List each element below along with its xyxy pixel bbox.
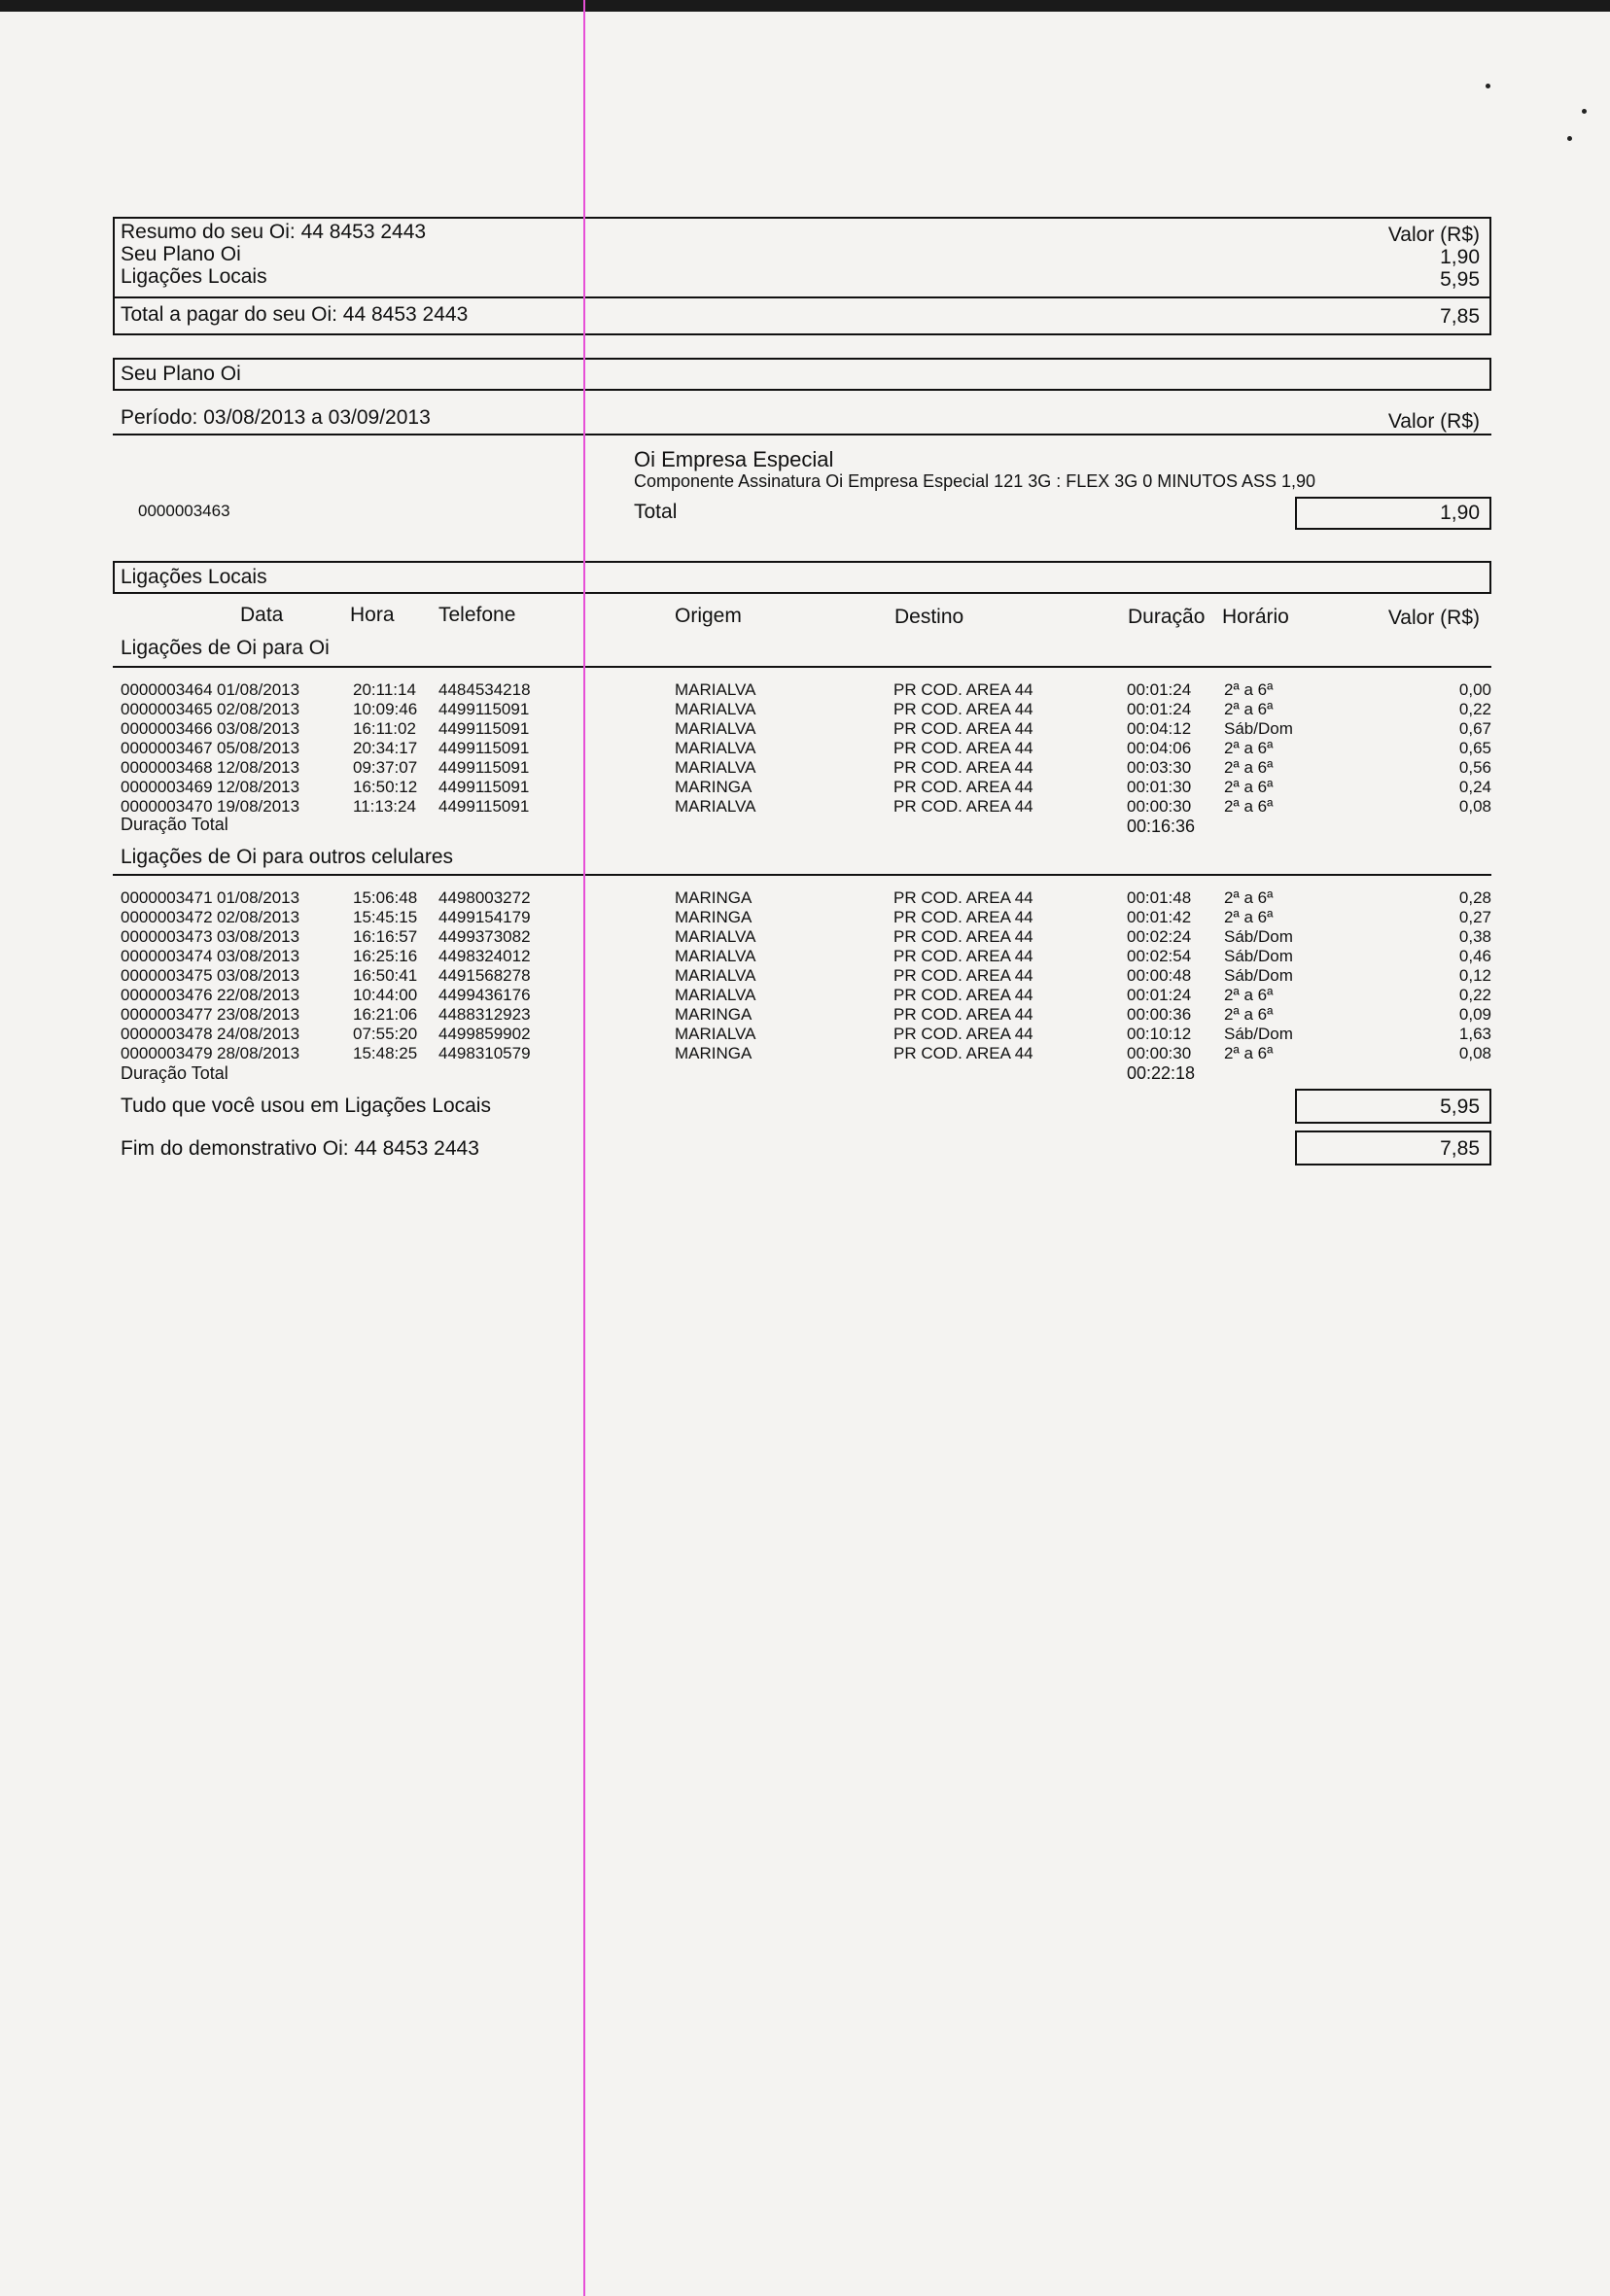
summary-title: Resumo do seu Oi: 44 8453 2443 <box>121 221 427 243</box>
cell-data: 01/08/2013 <box>217 888 300 907</box>
cell-orig: MARIALVA <box>675 700 756 718</box>
cell-orig: MARINGA <box>675 908 752 926</box>
cell-data: 23/08/2013 <box>217 1005 300 1024</box>
cell-id: 0000003467 <box>121 739 213 757</box>
cell-id: 0000003473 <box>121 927 213 946</box>
cell-dest: PR COD. AREA 44 <box>893 739 1033 757</box>
cell-data: 22/08/2013 <box>217 986 300 1004</box>
cell-valor: 0,27 <box>1458 908 1491 926</box>
cell-id: 0000003477 <box>121 1005 213 1024</box>
cell-orig: MARIALVA <box>675 947 756 965</box>
cell-hor: 2ª a 6ª <box>1224 797 1274 816</box>
cell-hora: 16:50:41 <box>353 966 418 985</box>
cell-valor: 0,46 <box>1458 947 1491 965</box>
cell-hora: 11:13:24 <box>353 797 416 816</box>
cell-dur: 00:04:06 <box>1127 739 1192 757</box>
end-total-value: 7,85 <box>1440 1137 1480 1160</box>
cell-dest: PR COD. AREA 44 <box>893 947 1033 965</box>
cell-orig: MARIALVA <box>675 927 756 946</box>
cell-orig: MARINGA <box>675 888 752 907</box>
cell-hora: 10:44:00 <box>353 986 418 1004</box>
cell-valor: 0,09 <box>1458 1005 1491 1024</box>
cell-hor: 2ª a 6ª <box>1224 680 1274 699</box>
cell-tel: 4499115091 <box>438 758 530 777</box>
table-row <box>121 1044 1491 1063</box>
cell-tel: 4499115091 <box>438 719 530 738</box>
cell-hora: 16:25:16 <box>353 947 418 965</box>
table-row <box>121 947 1491 966</box>
cell-hor: 2ª a 6ª <box>1224 700 1274 718</box>
cell-valor: 0,08 <box>1458 1044 1491 1062</box>
cell-tel: 4498324012 <box>438 947 531 965</box>
cell-dest: PR COD. AREA 44 <box>893 888 1033 907</box>
summary-item-label: Seu Plano Oi <box>121 243 241 265</box>
col-header-duracao: Duração <box>1128 606 1206 628</box>
col-header-destino: Destino <box>894 606 964 628</box>
table-row <box>121 986 1491 1005</box>
cell-id: 0000003464 <box>121 680 213 699</box>
cell-hora: 07:55:20 <box>353 1025 418 1043</box>
cell-hora: 16:50:12 <box>353 778 418 796</box>
cell-tel: 4499115091 <box>438 739 530 757</box>
cell-valor: 0,28 <box>1458 888 1491 907</box>
cell-tel: 4499373082 <box>438 927 531 946</box>
summary-item-value: 1,90 <box>1440 246 1480 268</box>
col-header-hora: Hora <box>350 604 395 626</box>
cell-hor: 2ª a 6ª <box>1224 778 1274 796</box>
scan-speck <box>1567 136 1572 141</box>
cell-orig: MARINGA <box>675 1044 752 1062</box>
local-used-label: Tudo que você usou em Ligações Locais <box>121 1095 491 1117</box>
cell-id: 0000003468 <box>121 758 213 777</box>
cell-dest: PR COD. AREA 44 <box>893 1025 1033 1043</box>
cell-hor: Sáb/Dom <box>1224 927 1293 946</box>
cell-dest: PR COD. AREA 44 <box>893 986 1033 1004</box>
cell-data: 02/08/2013 <box>217 700 300 718</box>
divider <box>113 434 1491 435</box>
cell-dest: PR COD. AREA 44 <box>893 778 1033 796</box>
margin-line <box>583 0 585 2296</box>
cell-valor: 0,38 <box>1458 927 1491 946</box>
cell-dest: PR COD. AREA 44 <box>893 1044 1033 1062</box>
cell-dur: 00:01:24 <box>1127 700 1192 718</box>
cell-dest: PR COD. AREA 44 <box>893 719 1033 738</box>
local-section-title: Ligações Locais <box>121 566 267 588</box>
cell-id: 0000003479 <box>121 1044 213 1062</box>
cell-id: 0000003474 <box>121 947 213 965</box>
local-section-header <box>113 561 1491 594</box>
cell-tel: 4484534218 <box>438 680 531 699</box>
cell-dur: 00:02:24 <box>1127 927 1192 946</box>
cell-valor: 1,63 <box>1458 1025 1491 1043</box>
cell-tel: 4499859902 <box>438 1025 531 1043</box>
cell-orig: MARIALVA <box>675 1025 756 1043</box>
cell-data: 28/08/2013 <box>217 1044 300 1062</box>
cell-id: 0000003472 <box>121 908 213 926</box>
cell-dest: PR COD. AREA 44 <box>893 1005 1033 1024</box>
cell-dur: 00:01:24 <box>1127 680 1192 699</box>
cell-data: 19/08/2013 <box>217 797 300 816</box>
local-used-value: 5,95 <box>1440 1096 1480 1118</box>
cell-dest: PR COD. AREA 44 <box>893 908 1033 926</box>
plan-id: 0000003463 <box>138 502 230 520</box>
cell-data: 12/08/2013 <box>217 758 300 777</box>
cell-dest: PR COD. AREA 44 <box>893 758 1033 777</box>
summary-item-label: Ligações Locais <box>121 265 267 288</box>
cell-hor: 2ª a 6ª <box>1224 1044 1274 1062</box>
cell-dur: 00:02:54 <box>1127 947 1192 965</box>
cell-tel: 4499154179 <box>438 908 531 926</box>
table-row <box>121 680 1491 700</box>
cell-valor: 0,22 <box>1458 986 1491 1004</box>
cell-valor: 0,12 <box>1458 966 1491 985</box>
cell-id: 0000003466 <box>121 719 213 738</box>
divider <box>113 874 1491 876</box>
cell-tel: 4499115091 <box>438 700 530 718</box>
cell-hor: 2ª a 6ª <box>1224 1005 1274 1024</box>
table-row <box>121 778 1491 797</box>
cell-dest: PR COD. AREA 44 <box>893 680 1033 699</box>
cell-tel: 4498310579 <box>438 1044 531 1062</box>
cell-valor: 0,00 <box>1458 680 1491 699</box>
cell-dur: 00:00:48 <box>1127 966 1192 985</box>
col-header-origem: Origem <box>675 605 742 627</box>
cell-valor: 0,22 <box>1458 700 1491 718</box>
cell-data: 05/08/2013 <box>217 739 300 757</box>
cell-orig: MARIALVA <box>675 797 756 816</box>
cell-dur: 00:01:42 <box>1127 908 1192 926</box>
plan-period: Período: 03/08/2013 a 03/09/2013 <box>121 406 431 429</box>
col-header-valor: Valor (R$) <box>1387 607 1480 629</box>
group-total-duration: 00:22:18 <box>1127 1063 1196 1083</box>
table-row <box>121 1025 1491 1044</box>
table-row <box>121 700 1491 719</box>
divider <box>113 666 1491 668</box>
group-total-label: Duração Total <box>121 1063 228 1083</box>
cell-id: 0000003470 <box>121 797 213 816</box>
scan-speck <box>1486 84 1490 88</box>
cell-data: 24/08/2013 <box>217 1025 300 1043</box>
table-row <box>121 739 1491 758</box>
summary-item-value: 5,95 <box>1440 268 1480 291</box>
cell-orig: MARIALVA <box>675 680 756 699</box>
end-label: Fim do demonstrativo Oi: 44 8453 2443 <box>121 1137 479 1160</box>
plan-section-header <box>113 358 1491 391</box>
cell-orig: MARIALVA <box>675 966 756 985</box>
plan-valor-header: Valor (R$) <box>1387 410 1480 433</box>
cell-dur: 00:01:48 <box>1127 888 1192 907</box>
cell-data: 03/08/2013 <box>217 947 300 965</box>
cell-id: 0000003478 <box>121 1025 213 1043</box>
cell-tel: 4499436176 <box>438 986 531 1004</box>
cell-tel: 4491568278 <box>438 966 531 985</box>
cell-tel: 4499115091 <box>438 778 530 796</box>
cell-tel: 4499115091 <box>438 797 530 816</box>
cell-hor: 2ª a 6ª <box>1224 908 1274 926</box>
cell-dest: PR COD. AREA 44 <box>893 797 1033 816</box>
cell-id: 0000003475 <box>121 966 213 985</box>
cell-dest: PR COD. AREA 44 <box>893 927 1033 946</box>
cell-dest: PR COD. AREA 44 <box>893 700 1033 718</box>
cell-id: 0000003471 <box>121 888 213 907</box>
cell-dest: PR COD. AREA 44 <box>893 966 1033 985</box>
cell-hora: 15:06:48 <box>353 888 418 907</box>
cell-data: 01/08/2013 <box>217 680 300 699</box>
plan-component: Componente Assinatura Oi Empresa Especial 121 3G : FLEX 3G 0 MINUTOS ASS 1,90 <box>634 471 1316 491</box>
cell-hor: 2ª a 6ª <box>1224 758 1274 777</box>
scan-speck <box>1582 109 1587 114</box>
cell-dur: 00:03:30 <box>1127 758 1192 777</box>
group-title: Ligações de Oi para outros celulares <box>121 846 454 868</box>
cell-dur: 00:00:30 <box>1127 1044 1192 1062</box>
col-header-data: Data <box>240 604 284 626</box>
cell-hora: 16:21:06 <box>353 1005 418 1024</box>
cell-data: 12/08/2013 <box>217 778 300 796</box>
scan-top-band <box>0 0 1610 12</box>
cell-id: 0000003469 <box>121 778 213 796</box>
plan-total-value: 1,90 <box>1440 502 1480 524</box>
cell-hora: 16:11:02 <box>353 719 416 738</box>
group-title: Ligações de Oi para Oi <box>121 637 330 659</box>
cell-data: 03/08/2013 <box>217 966 300 985</box>
cell-hor: 2ª a 6ª <box>1224 986 1274 1004</box>
cell-id: 0000003476 <box>121 986 213 1004</box>
cell-dur: 00:00:36 <box>1127 1005 1192 1024</box>
group-total-duration: 00:16:36 <box>1127 817 1196 836</box>
cell-hora: 15:48:25 <box>353 1044 418 1062</box>
cell-hor: Sáb/Dom <box>1224 947 1293 965</box>
cell-orig: MARINGA <box>675 1005 752 1024</box>
cell-orig: MARIALVA <box>675 986 756 1004</box>
cell-valor: 0,24 <box>1458 778 1491 796</box>
summary-valor-header: Valor (R$) <box>1387 224 1480 246</box>
cell-data: 03/08/2013 <box>217 719 300 738</box>
table-row <box>121 1005 1491 1025</box>
table-row <box>121 719 1491 739</box>
summary-total-value: 7,85 <box>1440 305 1480 328</box>
cell-orig: MARIALVA <box>675 719 756 738</box>
cell-hora: 10:09:46 <box>353 700 418 718</box>
col-header-horario: Horário <box>1222 606 1289 628</box>
cell-hor: Sáb/Dom <box>1224 966 1293 985</box>
group-total-label: Duração Total <box>121 815 228 834</box>
cell-valor: 0,08 <box>1458 797 1491 816</box>
cell-hora: 16:16:57 <box>353 927 418 946</box>
cell-dur: 00:10:12 <box>1127 1025 1192 1043</box>
cell-dur: 00:04:12 <box>1127 719 1192 738</box>
plan-name: Oi Empresa Especial <box>634 447 834 471</box>
cell-orig: MARINGA <box>675 778 752 796</box>
cell-orig: MARIALVA <box>675 758 756 777</box>
cell-tel: 4498003272 <box>438 888 531 907</box>
cell-valor: 0,56 <box>1458 758 1491 777</box>
cell-hora: 15:45:15 <box>353 908 418 926</box>
cell-id: 0000003465 <box>121 700 213 718</box>
table-row <box>121 758 1491 778</box>
table-row <box>121 966 1491 986</box>
cell-tel: 4488312923 <box>438 1005 531 1024</box>
divider <box>113 296 1491 298</box>
cell-valor: 0,65 <box>1458 739 1491 757</box>
cell-data: 02/08/2013 <box>217 908 300 926</box>
cell-hor: 2ª a 6ª <box>1224 888 1274 907</box>
cell-hora: 20:34:17 <box>353 739 418 757</box>
cell-data: 03/08/2013 <box>217 927 300 946</box>
table-row <box>121 908 1491 927</box>
col-header-telefone: Telefone <box>438 604 516 626</box>
table-row <box>121 888 1491 908</box>
summary-total-label: Total a pagar do seu Oi: 44 8453 2443 <box>121 303 469 326</box>
cell-hora: 20:11:14 <box>353 680 416 699</box>
cell-hor: Sáb/Dom <box>1224 1025 1293 1043</box>
cell-orig: MARIALVA <box>675 739 756 757</box>
cell-valor: 0,67 <box>1458 719 1491 738</box>
cell-hor: 2ª a 6ª <box>1224 739 1274 757</box>
table-row <box>121 797 1491 817</box>
cell-dur: 00:01:24 <box>1127 986 1192 1004</box>
cell-dur: 00:01:30 <box>1127 778 1192 796</box>
cell-dur: 00:00:30 <box>1127 797 1192 816</box>
cell-hor: Sáb/Dom <box>1224 719 1293 738</box>
table-row <box>121 927 1491 947</box>
cell-hora: 09:37:07 <box>353 758 418 777</box>
plan-section-title: Seu Plano Oi <box>121 363 241 385</box>
plan-total-label: Total <box>634 501 678 523</box>
